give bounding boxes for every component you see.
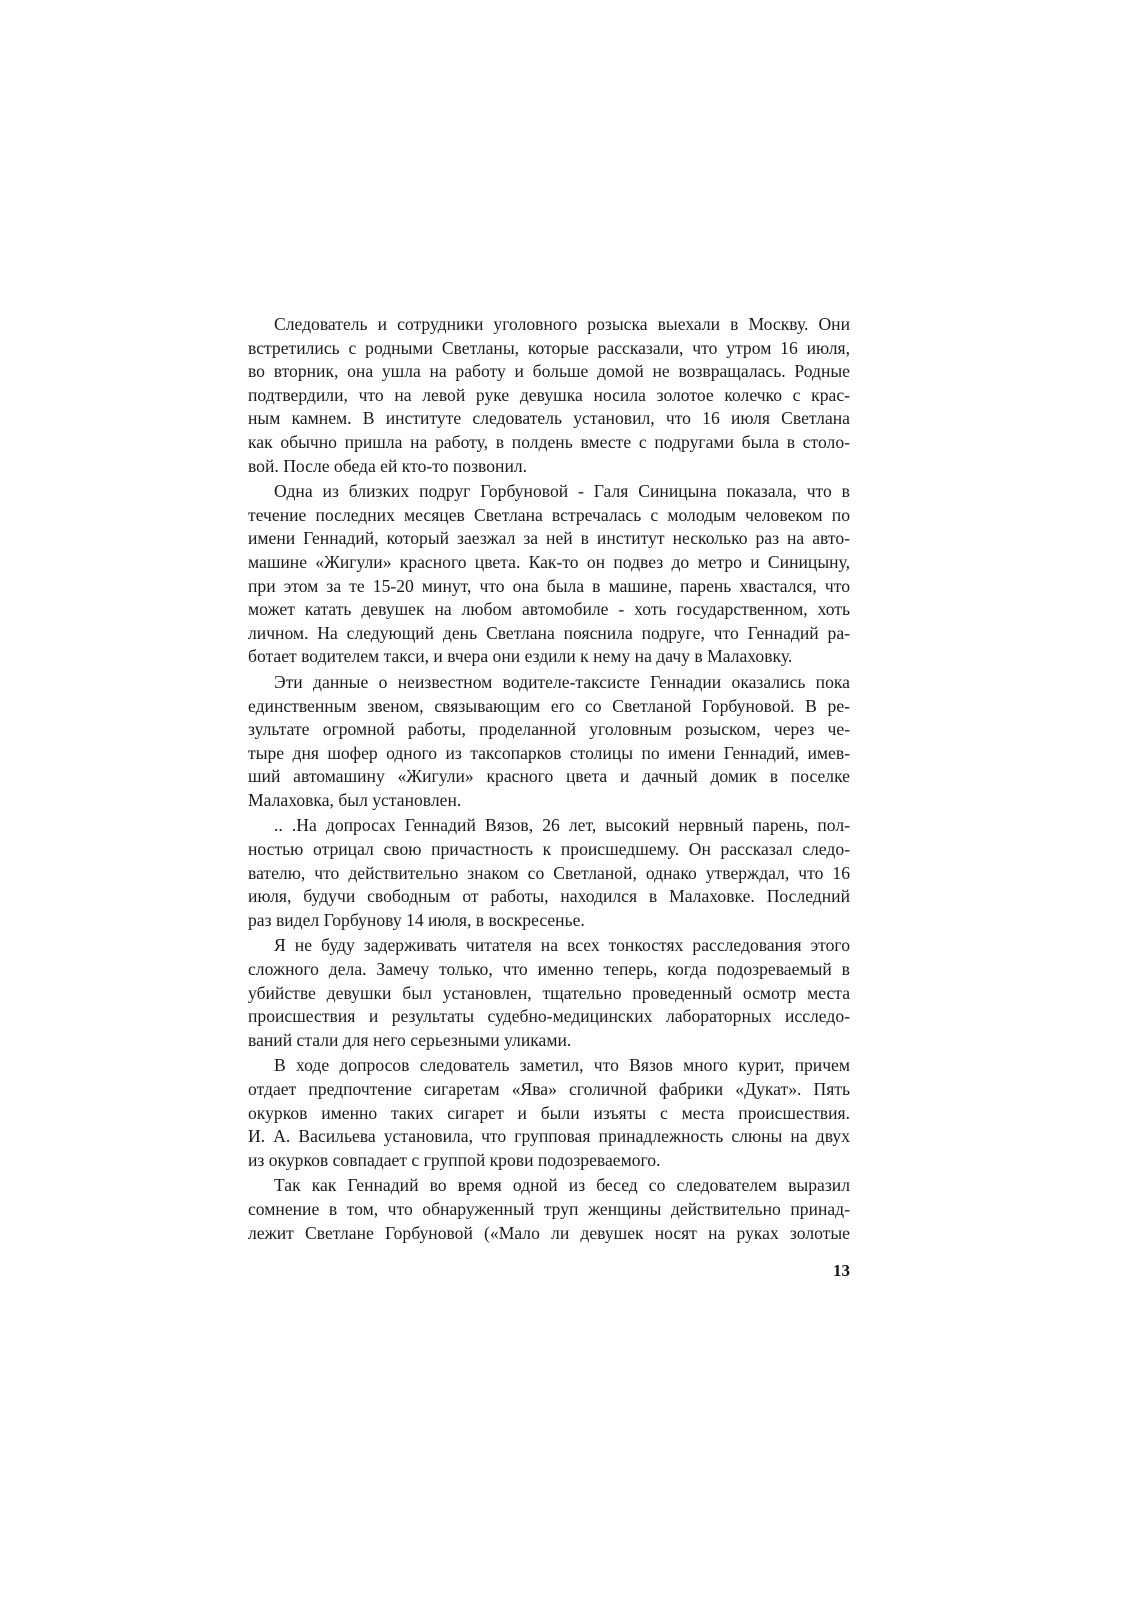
text-line: ностью отрицал свою причастность к происшедшему. Он рассказал следо- (248, 839, 850, 860)
text-line: тыре дня шофер одного из таксопарков столицы по имени Геннадий, имев- (248, 742, 850, 763)
text-line: встретились с родными Светланы, которые рассказали, что утром 16 июля, (248, 337, 850, 358)
text-line: Малаховка, был установлен. (248, 789, 462, 810)
text-line: сомнение в том, что обнаруженный труп женщины действительно принад- (248, 1198, 850, 1219)
text-line: Следователь и сотрудники уголовного розыска выехали в Москву. Они (274, 314, 850, 334)
page-number: 13 (833, 1261, 850, 1280)
text-line: имени Геннадий, который заезжал за ней в институт несколько раз на авто- (248, 528, 850, 549)
text-line: .. .На допросах Геннадий Вязов, 26 лет, высокий нервный парень, пол- (274, 815, 850, 836)
text-line: машине «Жигули» красного цвета. Как-то он подвез до метро и Синицыну, (248, 551, 850, 572)
text-line: ным камнем. В институте следователь установил, что 16 июля Светлана (248, 408, 850, 429)
text-line: происшествия и результаты судебно-медицинских лабораторных исследо- (248, 1006, 850, 1027)
text-line: убийстве девушки был установлен, тщательно проведенный осмотр места (248, 982, 850, 1003)
paragraph (248, 1174, 850, 1245)
text-line: раз видел Горбунову 14 июля, в воскресенье. (248, 909, 585, 930)
text-line: Эти данные о неизвестном водителе-таксисте Геннадии оказались пока (274, 671, 850, 692)
text-line: Одна из близких подруг Горбуновой - Галя Синицына показала, что в (274, 481, 850, 502)
text-line: В ходе допросов следователь заметил, что Вязов много курит, причем (274, 1055, 850, 1076)
text-line: как обычно пришла на работу, в полдень вместе с подругами была в столо- (248, 431, 850, 452)
text-line: подтвердили, что на левой руке девушка носила золотое колечко с крас- (248, 384, 850, 405)
text-line: вателю, что действительно знаком со Светланой, однако утверждал, что 16 (248, 862, 850, 883)
text-line: во вторник, она ушла на работу и больше домой не возвращалась. Родные (248, 361, 850, 382)
text-line: Я не буду задерживать читателя на всех тонкостях расследования этого (274, 935, 850, 956)
text-line: может катать девушек на любом автомобиле - хоть государственном, хоть (248, 599, 850, 620)
text-line: И. А. Васильева установила, что групповая принадлежность слюны на двух (248, 1126, 850, 1147)
text-line: лежит Светлане Горбуновой («Мало ли девушек носят на руках золотые (248, 1222, 850, 1243)
text-line: течение последних месяцев Светлана встречалась с молодым человеком по (248, 504, 850, 525)
text-line: сложного дела. Замечу только, что именно теперь, когда подозреваемый в (248, 959, 850, 980)
text-line: вой. После обеда ей кто-то позвонил. (248, 455, 528, 476)
text-line: Так как Геннадий во время одной из бесед со следователем выразил (274, 1175, 850, 1196)
paragraph (248, 480, 850, 669)
paragraph (248, 934, 850, 1052)
text-line: ший автомашину «Жигули» красного цвета и дачный домик в поселке (248, 766, 850, 787)
body-text (248, 313, 850, 1245)
text-line: июля, будучи свободным от работы, находился в Малаховке. Последний (248, 886, 850, 907)
text-line: ваний стали для него серьезными уликами. (248, 1029, 572, 1050)
paragraph (248, 1054, 850, 1172)
text-line: единственным звеном, связывающим его со Светланой Горбуновой. В ре- (248, 695, 850, 716)
paragraph (248, 814, 850, 932)
text-line: при этом за те 15-20 минут, что она была в машине, парень хвастался, что (248, 575, 850, 596)
text-line: из окурков совпадает с группой крови подозреваемого. (248, 1149, 661, 1170)
text-line: ботает водителем такси, и вчера они ездили к нему на дачу в Малаховку. (248, 646, 793, 667)
paragraph (248, 671, 850, 813)
paragraph (248, 313, 850, 478)
text-line: окурков именно таких сигарет и были изъяты с места происшествия. (248, 1102, 850, 1123)
text-line: отдает предпочтение сигаретам «Ява» сголичной фабрики «Дукат». Пять (248, 1079, 850, 1099)
text-line: зультате огромной работы, проделанной уголовным розыском, через че- (248, 719, 850, 740)
text-line: личном. На следующий день Светлана пояснила подруге, что Геннадий ра- (248, 622, 850, 643)
